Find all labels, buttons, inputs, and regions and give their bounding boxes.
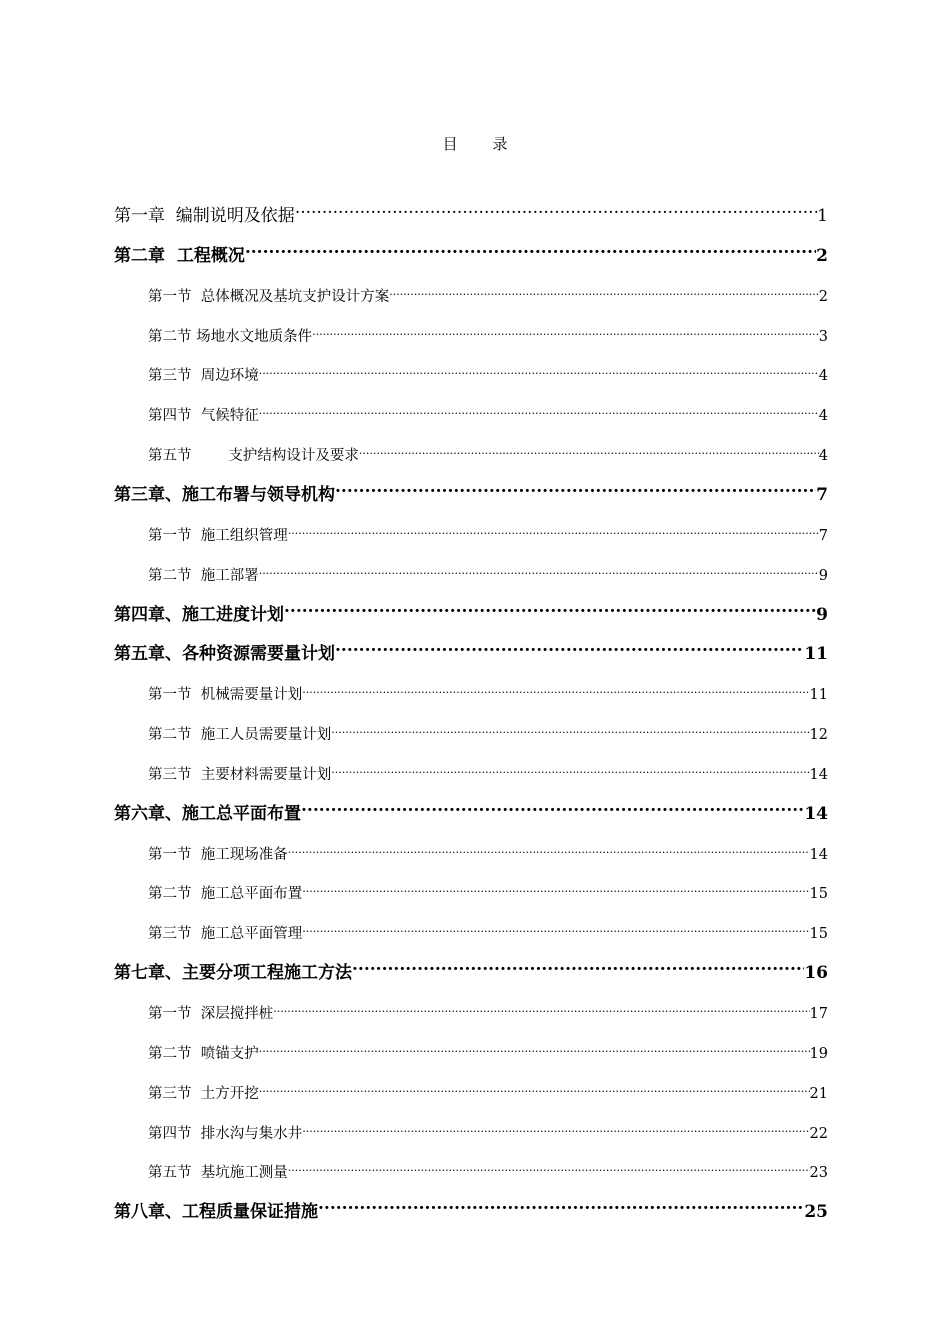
toc-entry-page: 9 (816, 604, 828, 625)
toc-entry-page: 7 (818, 527, 828, 544)
toc-section-entry[interactable] (148, 558, 828, 584)
toc-leader-dots (301, 797, 804, 819)
toc-leader-dots (318, 1195, 804, 1217)
toc-entry-page: 15 (809, 886, 828, 903)
toc-chapter-entry[interactable] (114, 797, 828, 824)
toc-entry-label: 第八章、工程质量保证措施 (114, 1202, 318, 1223)
toc-leader-dots (302, 1116, 809, 1138)
toc-entry-page: 14 (809, 846, 828, 863)
toc-entry-page: 17 (809, 1006, 828, 1022)
toc-entry-page: 25 (804, 1202, 828, 1223)
toc-entry-label: 第三节 主要材料需要量计划 (148, 766, 332, 783)
toc-title-right: 录 (492, 135, 508, 153)
toc-section-entry[interactable] (148, 717, 828, 744)
toc-leader-dots (335, 478, 816, 500)
toc-leader-dots (389, 279, 819, 301)
toc-entry-label: 第五章、各种资源需要量计划 (114, 644, 335, 665)
toc-section-entry[interactable] (148, 757, 828, 783)
toc-section-entry[interactable] (148, 398, 828, 425)
toc-entry-label: 第一章 编制说明及依据 (114, 206, 295, 226)
toc-leader-dots (302, 876, 809, 898)
toc-entry-label: 第一节 总体概况及基坑支护设计方案 (148, 288, 390, 305)
toc-entry-page: 7 (816, 484, 828, 505)
toc-section-entry[interactable] (148, 1116, 828, 1142)
toc-entry-label: 第七章、主要分项工程施工方法 (114, 963, 352, 984)
toc-section-entry[interactable] (148, 438, 828, 465)
toc-entry-label: 第一节 深层搅拌桩 (148, 1006, 274, 1022)
toc-entry-label: 第一节 机械需要量计划 (148, 687, 303, 704)
toc-leader-dots (284, 598, 816, 620)
toc-section-entry[interactable] (148, 279, 828, 305)
toc-entry-label: 第四章、施工进度计划 (114, 604, 284, 625)
toc-entry-label: 第二节 施工部署 (148, 567, 259, 584)
toc-entry-label: 第一节 施工现场准备 (148, 846, 288, 863)
toc-section-entry[interactable] (148, 677, 828, 704)
toc-leader-dots (352, 956, 804, 978)
toc-section-entry[interactable] (148, 1155, 828, 1182)
toc-leader-dots (259, 1036, 810, 1058)
toc-chapter-entry[interactable] (114, 1195, 828, 1223)
toc-section-entry[interactable] (148, 1076, 828, 1102)
toc-leader-dots (288, 518, 819, 540)
toc-entry-page: 15 (809, 926, 828, 943)
toc-leader-dots (335, 637, 804, 659)
toc-entry-page: 16 (804, 963, 828, 984)
toc-title (0, 133, 950, 155)
toc-section-entry[interactable] (148, 319, 828, 345)
toc-entry-label: 第三节 周边环境 (148, 368, 259, 385)
toc-leader-dots (259, 358, 819, 380)
toc-section-entry[interactable] (148, 837, 828, 863)
toc-entry-label: 第五节 支护结构设计及要求 (148, 448, 359, 465)
toc-entry-page: 4 (818, 448, 828, 465)
toc-entry-page: 9 (818, 567, 828, 584)
toc-leader-dots (359, 438, 819, 460)
toc-entry-page: 11 (809, 687, 828, 704)
toc-leader-dots (288, 837, 810, 859)
toc-entry-page: 19 (809, 1045, 828, 1062)
toc-leader-dots (273, 996, 809, 1018)
toc-chapter-entry[interactable] (114, 478, 828, 505)
toc-entry-page: 1 (817, 206, 828, 226)
toc-leader-dots (245, 239, 816, 261)
toc-entry-page: 12 (809, 727, 828, 744)
toc-section-entry[interactable] (148, 916, 828, 943)
toc-entry-page: 4 (818, 368, 828, 385)
toc-entry-page: 14 (809, 766, 828, 783)
toc-leader-dots (259, 398, 819, 420)
toc-section-entry[interactable] (148, 876, 828, 903)
toc-entry-page: 23 (809, 1165, 828, 1182)
toc-leader-dots (312, 319, 819, 341)
toc-entry-label: 第二节 施工总平面布置 (148, 886, 303, 903)
toc-leader-dots (259, 1076, 810, 1098)
toc-leader-dots (295, 199, 817, 221)
toc-entry-page: 14 (804, 803, 828, 824)
toc-leader-dots (259, 558, 819, 580)
toc-entry-label: 第三节 土方开挖 (148, 1085, 259, 1102)
toc-leader-dots (302, 916, 809, 938)
toc-entry-page: 2 (818, 288, 828, 305)
toc-entry-label: 第六章、施工总平面布置 (114, 803, 301, 824)
toc-entry-label: 第三节 施工总平面管理 (148, 926, 303, 943)
toc-entry-page: 2 (816, 245, 828, 266)
toc-section-entry[interactable] (148, 1036, 828, 1062)
toc-entry-label: 第三章、施工布署与领导机构 (114, 484, 335, 505)
toc-chapter-entry[interactable] (114, 598, 828, 625)
toc-entry-page: 21 (809, 1085, 828, 1102)
toc-chapter-entry[interactable] (114, 239, 828, 266)
toc-entry-label: 第五节 基坑施工测量 (148, 1165, 288, 1182)
toc-chapter-entry[interactable] (114, 637, 828, 665)
toc-entry-page: 22 (809, 1125, 828, 1142)
toc-section-entry[interactable] (148, 518, 828, 544)
toc-chapter-entry[interactable] (114, 956, 828, 984)
toc-entry-label: 第二节 喷锚支护 (148, 1045, 259, 1062)
toc-entry-label: 第一节 施工组织管理 (148, 527, 288, 544)
toc-entry-label: 第二节 施工人员需要量计划 (148, 727, 332, 744)
toc-leader-dots (331, 757, 809, 779)
toc-entry-page: 3 (818, 328, 828, 345)
toc-entry-page: 4 (818, 408, 828, 425)
toc-entry-label: 第二章 工程概况 (114, 245, 245, 266)
toc-entry-label: 第二节 场地水文地质条件 (148, 328, 313, 345)
toc-entry-label: 第四节 排水沟与集水井 (148, 1125, 303, 1142)
toc-entry-page: 11 (804, 644, 828, 665)
toc-leader-dots (288, 1155, 810, 1177)
toc-chapter-entry[interactable] (114, 199, 828, 226)
toc-section-entry[interactable] (148, 358, 828, 385)
toc-leader-dots (302, 677, 809, 699)
toc-section-entry[interactable] (148, 996, 828, 1022)
toc-leader-dots (331, 717, 809, 739)
toc-entry-label: 第四节 气候特征 (148, 408, 259, 425)
toc-title-left: 目 (442, 135, 458, 153)
